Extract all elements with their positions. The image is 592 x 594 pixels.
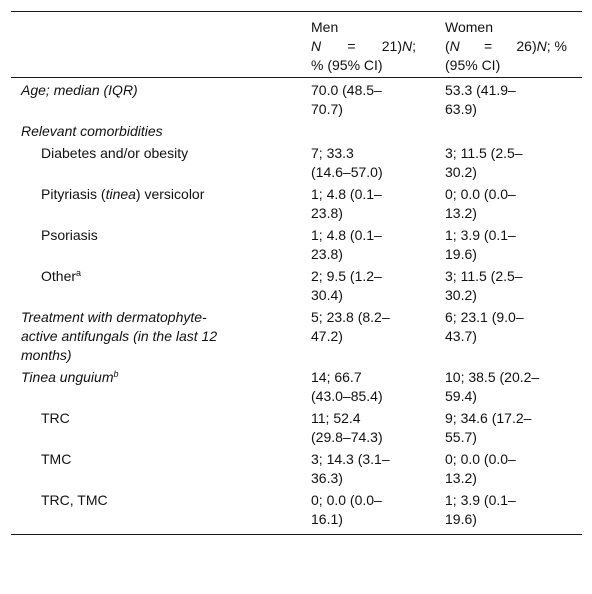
row-label: Psoriasis: [41, 227, 98, 243]
value-line: 19.6): [445, 246, 477, 262]
table-row: [11, 78, 582, 119]
value-line: 2; 9.5 (1.2–: [311, 268, 382, 284]
table-header-row: [11, 12, 582, 78]
label-text: Other: [41, 268, 77, 284]
value-line: 1; 3.9 (0.1–: [445, 227, 516, 243]
women-value: [445, 264, 580, 305]
value-line: 70.7): [311, 101, 343, 117]
men-value: [311, 305, 445, 365]
value-line: (14.6–57.0): [311, 164, 383, 180]
value-line: 55.7): [445, 429, 477, 445]
value-line: 63.9): [445, 101, 477, 117]
value-line: 10; 38.5 (20.2–: [445, 369, 540, 385]
value-line: 16.1): [311, 511, 343, 527]
table-row: [11, 447, 582, 488]
header-women-ci: (95% CI): [445, 57, 501, 73]
row-label: [11, 305, 311, 365]
table-row: [11, 264, 582, 305]
value-line: 30.2): [445, 164, 477, 180]
row-label: [11, 264, 311, 305]
table-row: [11, 182, 582, 223]
row-label: Relevant comorbidities: [21, 123, 163, 139]
row-label: TRC: [41, 410, 70, 426]
women-value: [445, 119, 580, 141]
label-line: months): [21, 347, 72, 363]
value-line: (29.8–74.3): [311, 429, 383, 445]
value-line: 5; 23.8 (8.2–: [311, 309, 390, 325]
label-part: ) versicolor: [135, 186, 205, 202]
men-value: [311, 447, 445, 488]
men-value: [311, 365, 445, 406]
value-line: 7; 33.3: [311, 145, 354, 161]
women-value: [445, 305, 580, 365]
value-line: 1; 4.8 (0.1–: [311, 186, 382, 202]
value-line: 1; 4.8 (0.1–: [311, 227, 382, 243]
value-line: 47.2): [311, 328, 343, 344]
value-line: 59.4): [445, 388, 477, 404]
women-value: [445, 447, 580, 488]
label-part-italic: tinea: [105, 186, 136, 202]
men-value: [311, 141, 445, 182]
value-line: 0; 0.0 (0.0–: [311, 492, 382, 508]
header-men-ci: % (95% CI): [311, 57, 383, 73]
equals-sign: =: [347, 38, 356, 54]
table-row: [11, 488, 582, 529]
women-value: [445, 406, 580, 447]
value-line: 36.3): [311, 470, 343, 486]
value-line: 70.0 (48.5–: [311, 82, 382, 98]
table-row: [11, 223, 582, 264]
men-value: [311, 119, 445, 141]
value-line: 14; 66.7: [311, 369, 362, 385]
women-value: [445, 182, 580, 223]
value-line: 13.2): [445, 205, 477, 221]
label-part: Pityriasis (: [41, 186, 106, 202]
table-row: [11, 119, 582, 141]
women-value: [445, 365, 580, 406]
row-label: Age; median (IQR): [21, 82, 138, 98]
women-value: [445, 223, 580, 264]
header-empty-cell: [11, 12, 311, 77]
row-label: Diabetes and/or obesity: [41, 145, 189, 161]
row-label: [11, 365, 311, 406]
value-line: 3; 11.5 (2.5–: [445, 145, 523, 161]
footnote-marker: b: [113, 369, 119, 379]
value-line: 1; 3.9 (0.1–: [445, 492, 516, 508]
table-bottom-padding: [11, 529, 582, 534]
row-label: [11, 182, 311, 223]
header-women-title: Women: [445, 19, 493, 35]
value-line: 30.4): [311, 287, 343, 303]
value-line: 43.7): [445, 328, 477, 344]
women-value: [445, 141, 580, 182]
men-value: [311, 488, 445, 529]
table-row: [11, 141, 582, 182]
value-line: 13.2): [445, 470, 477, 486]
men-value: [311, 223, 445, 264]
row-label: TRC, TMC: [41, 492, 108, 508]
label-text: Tinea unguium: [21, 369, 114, 385]
men-value: [311, 406, 445, 447]
women-value: [445, 78, 580, 119]
footnote-marker: a: [76, 268, 82, 278]
header-women-n: (N = 26)N; %: [445, 38, 567, 54]
equals-sign: =: [484, 38, 493, 54]
header-men: [311, 12, 445, 77]
value-line: (43.0–85.4): [311, 388, 383, 404]
table-row: [11, 406, 582, 447]
header-men-n: N = 21)N;: [311, 38, 416, 54]
value-line: 9; 34.6 (17.2–: [445, 410, 532, 426]
value-line: 3; 14.3 (3.1–: [311, 451, 390, 467]
value-line: 19.6): [445, 511, 477, 527]
men-value: [311, 78, 445, 119]
value-line: 23.8): [311, 246, 343, 262]
table-row: [11, 305, 582, 365]
comparison-table: [11, 11, 582, 535]
value-line: 0; 0.0 (0.0–: [445, 451, 516, 467]
value-line: 53.3 (41.9–: [445, 82, 516, 98]
label-line: active antifungals (in the last 12: [21, 328, 218, 344]
table-row: [11, 365, 582, 406]
value-line: 30.2): [445, 287, 477, 303]
value-line: 3; 11.5 (2.5–: [445, 268, 523, 284]
header-men-title: Men: [311, 19, 339, 35]
value-line: 6; 23.1 (9.0–: [445, 309, 524, 325]
header-women: [445, 12, 580, 77]
label-line: Treatment with dermatophyte-: [21, 309, 207, 325]
women-value: [445, 488, 580, 529]
men-value: [311, 264, 445, 305]
men-value: [311, 182, 445, 223]
value-line: 11; 52.4: [311, 410, 361, 426]
value-line: 0; 0.0 (0.0–: [445, 186, 516, 202]
value-line: 23.8): [311, 205, 343, 221]
row-label: TMC: [41, 451, 72, 467]
